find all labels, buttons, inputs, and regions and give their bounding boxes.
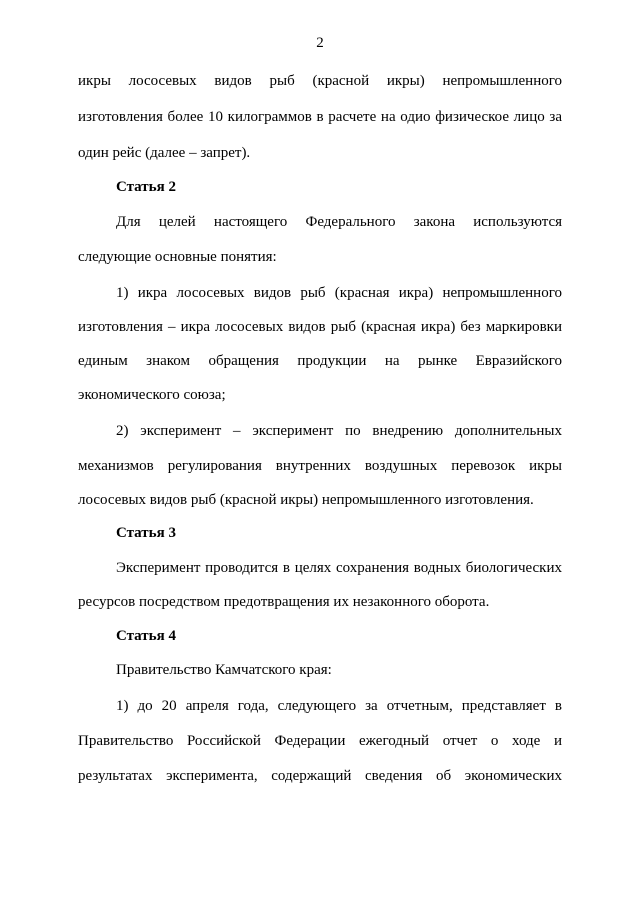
article-2-paragraph-2-line-4: экономического союза;	[78, 387, 226, 403]
intro-line-1: икры лососевых видов рыб (красной икры) непромышленного	[78, 73, 562, 89]
article-3-paragraph-1-line-2: ресурсов посредством предотвращения их незаконного оборота.	[78, 594, 490, 610]
article-2-paragraph-1-line-1: Для целей настоящего Федерального закона используются	[116, 214, 562, 230]
article-2-paragraph-2-line-3: единым знаком обращения продукции на рынке Евразийского	[78, 353, 562, 369]
article-2-paragraph-2-line-2: изготовления – икра лососевых видов рыб (красная икра) без маркировки	[78, 319, 562, 335]
article-3-heading: Статья 3	[116, 525, 176, 541]
article-3-paragraph-1-line-1: Эксперимент проводится в целях сохранения водных биологических	[116, 560, 562, 576]
article-4-paragraph-2-line-2: Правительство Российской Федерации ежегодный отчет о ходе и	[78, 733, 562, 749]
article-2-paragraph-3-line-3: лососевых видов рыб (красной икры) непромышленного изготовления.	[78, 492, 534, 508]
article-4-paragraph-2-line-1: 1) до 20 апреля года, следующего за отчетным, представляет в	[116, 698, 562, 714]
article-2-paragraph-2-line-1: 1) икра лососевых видов рыб (красная икра) непромышленного	[116, 285, 562, 301]
article-2-paragraph-1-line-2: следующие основные понятия:	[78, 249, 277, 265]
intro-line-3: один рейс (далее – запрет).	[78, 145, 251, 161]
article-4-heading: Статья 4	[116, 628, 176, 644]
article-4-paragraph-2-line-3: результатах эксперимента, содержащий сведения об экономических	[78, 768, 562, 784]
page-number: 2	[316, 35, 324, 51]
article-4-paragraph-1-line-1: Правительство Камчатского края:	[116, 662, 332, 678]
intro-line-2: изготовления более 10 килограммов в расчете на одио физическое лицо за	[78, 109, 562, 125]
article-2-paragraph-3-line-2: механизмов регулирования внутренних воздушных перевозок икры	[78, 458, 562, 474]
article-2-paragraph-3-line-1: 2) эксперимент – эксперимент по внедрению дополнительных	[116, 423, 562, 439]
article-2-heading: Статья 2	[116, 179, 176, 195]
